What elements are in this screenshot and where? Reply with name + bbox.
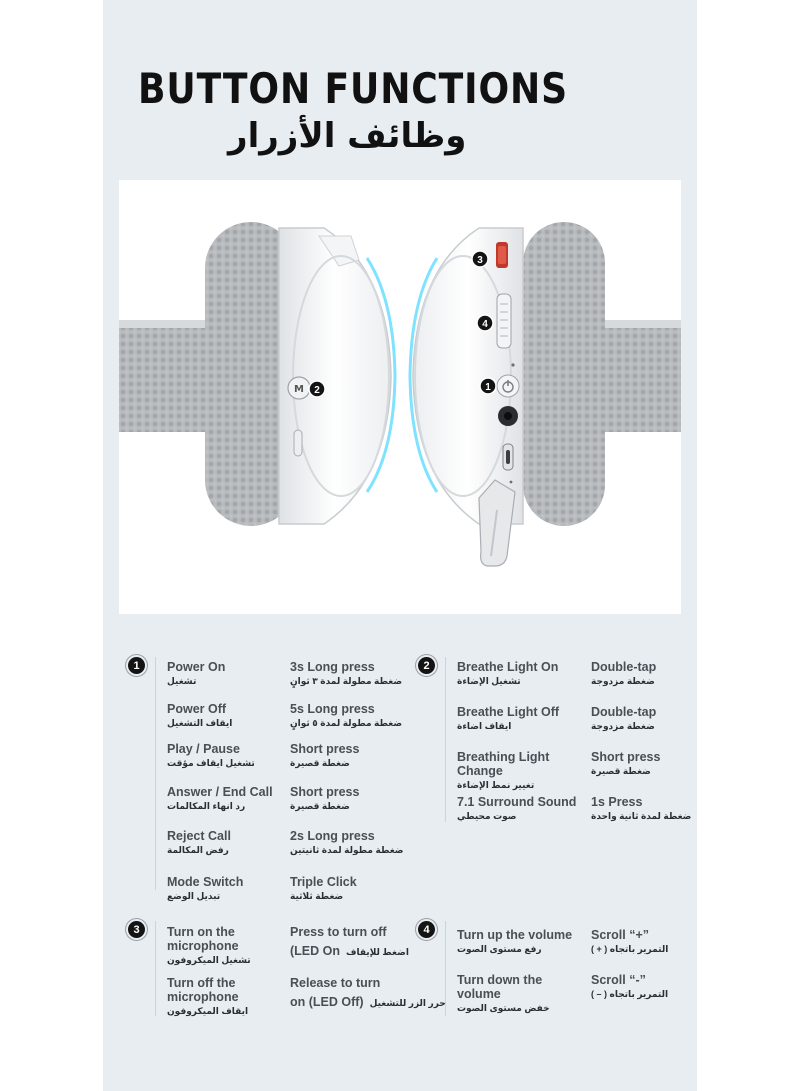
- s1-row6-action: Triple Click ضغطة ثلاثية: [290, 875, 357, 901]
- s1-row3-action: Short press ضغطة قصيرة: [290, 742, 360, 768]
- svg-text:1: 1: [485, 382, 491, 393]
- s3-row2-action: Release to turn on (LED Off) حرر الزر للتشغيل: [290, 976, 446, 1009]
- section-2-badge: 2: [418, 657, 435, 674]
- callout-4-photo: [477, 315, 493, 331]
- page-title: BUTTON FUNCTIONS: [138, 64, 569, 113]
- callout-3-photo: [472, 251, 488, 267]
- s1-row1-action: 3s Long press ضغطة مطولة لمدة ٣ ثوانٍ: [290, 660, 403, 686]
- svg-text:4: 4: [482, 319, 488, 330]
- s4-row2-function: Turn down the volume خفض مستوى الصوت: [457, 973, 550, 1013]
- s2-row3-action: Short press ضغطة قصيرة: [591, 750, 661, 776]
- headband-right: [605, 320, 681, 432]
- s4-row1-action: Scroll “+” التمرير باتجاه ( + ): [591, 928, 669, 954]
- svg-text:3: 3: [477, 255, 483, 266]
- s2-row4-function: 7.1 Surround Sound صوت محيطي: [457, 795, 577, 821]
- s3-row2-function: Turn off the microphone ايقاف الميكروفون: [167, 976, 249, 1016]
- headband-left: [119, 320, 219, 432]
- callout-2-photo: [309, 381, 325, 397]
- s1-row4-action: Short press ضغطة قصيرة: [290, 785, 360, 811]
- section-4-badge: 4: [418, 921, 435, 938]
- svg-text:2: 2: [314, 385, 320, 396]
- section-3-badge: 3: [128, 921, 145, 938]
- s2-row3-function: Breathing Light Change تغيير نمط الإضاءة: [457, 750, 550, 790]
- svg-text:M: M: [294, 384, 304, 395]
- section-1-badge: 1: [128, 657, 145, 674]
- s4-row2-action: Scroll “-” التمرير باتجاه ( – ): [591, 973, 669, 999]
- divider-2: [445, 657, 446, 822]
- s3-row1-function: Turn on the microphone تشغيل الميكروفون: [167, 925, 251, 965]
- s2-row2-function: Breathe Light Off ايقاف اضاءة: [457, 705, 560, 731]
- s2-row4-action: 1s Press ضغطة لمدة ثانية واحدة: [591, 795, 692, 821]
- headphone-illustration: [119, 180, 681, 614]
- s1-row2-function: Power Off ايقاف التشغيل: [167, 702, 233, 728]
- s1-row6-function: Mode Switch تبديل الوضع: [167, 875, 244, 901]
- s2-row2-action: Double-tap ضغطة مزدوجة: [591, 705, 657, 731]
- divider-1: [155, 657, 156, 890]
- s1-row3-function: Play / Pause تشغيل ايقاف مؤقت: [167, 742, 255, 768]
- s2-row1-action: Double-tap ضغطة مزدوجة: [591, 660, 657, 686]
- s1-row2-action: 5s Long press ضغطة مطولة لمدة ٥ ثوانٍ: [290, 702, 403, 728]
- s1-row5-action: 2s Long press ضغطة مطولة لمدة ثانيتين: [290, 829, 404, 855]
- page-title-arabic: وظائف الأزرار: [228, 116, 467, 156]
- s4-row1-function: Turn up the volume رفع مستوى الصوت: [457, 928, 573, 954]
- s1-row1-function: Power On تشغيل: [167, 660, 226, 686]
- s2-row1-function: Breathe Light On تشغيل الإضاءة: [457, 660, 559, 686]
- divider-3: [155, 921, 156, 1016]
- s1-row4-function: Answer / End Call رد انهاء المكالمات: [167, 785, 273, 811]
- s1-row5-function: Reject Call رفض المكالمة: [167, 829, 231, 855]
- callout-1-photo: [480, 378, 496, 394]
- s3-row1-action: Press to turn off (LED On اضغط للإيقاف: [290, 925, 409, 958]
- ear-cushion-right: [523, 222, 605, 526]
